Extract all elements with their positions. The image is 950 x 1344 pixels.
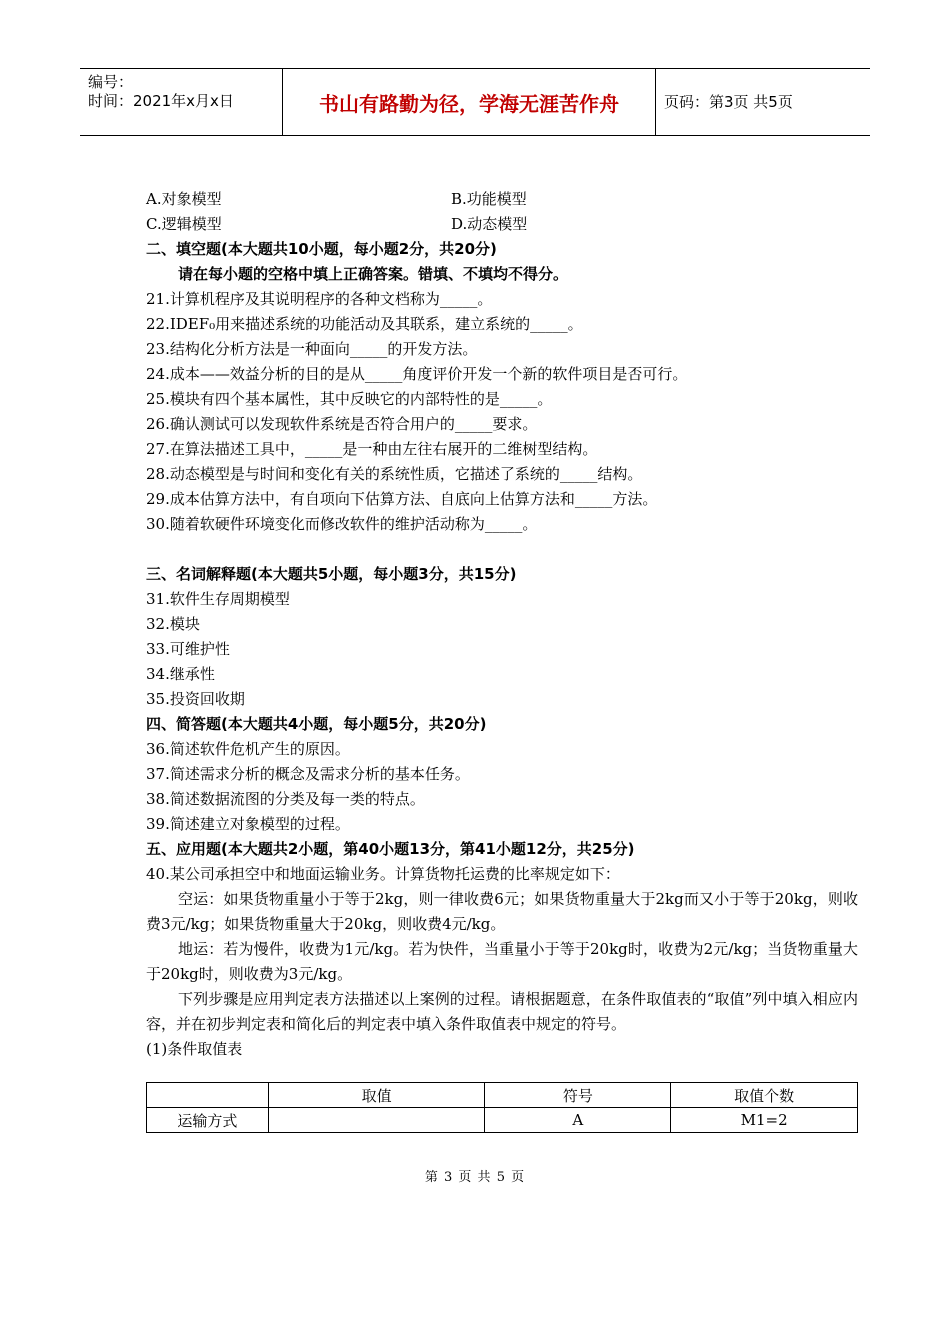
question-39: 39.简述建立对象模型的过程。 xyxy=(146,815,350,833)
section2-title: 二、填空题(本大题共10小题，每小题2分，共20分) xyxy=(146,240,497,258)
question-35: 35.投资回收期 xyxy=(146,690,245,708)
section4-title: 四、简答题(本大题共4小题，每小题5分，共20分) xyxy=(146,715,487,733)
question-27: 27.在算法描述工具中，_____是一种由左往右展开的二维树型结构。 xyxy=(146,440,598,458)
option-row-1 xyxy=(146,187,858,212)
question-25: 25.模块有四个基本属性，其中反映它的内部特性的是_____。 xyxy=(146,390,553,408)
question-29: 29.成本估算方法中，有自项向下估算方法、自底向上估算方法和_____方法。 xyxy=(146,490,658,508)
option-d: D.动态模型 xyxy=(451,215,528,233)
task-description: 下列步骤是应用判定表方法描述以上案例的过程。请根据题意，在条件取值表的“取值”列中填入相应内容，并在初步判定表和简化后的判定表中填入条件取值表中规定的符号。 xyxy=(146,990,858,1033)
question-22: 22.IDEF₀用来描述系统的功能活动及其联系，建立系统的_____。 xyxy=(146,315,583,333)
motto: 书山有路勤为径，学海无涯苦作舟 xyxy=(319,91,619,116)
table-cell: 运输方式 xyxy=(147,1108,269,1133)
question-23: 23.结构化分析方法是一种面向_____的开发方法。 xyxy=(146,340,478,358)
table-cell xyxy=(268,1108,485,1133)
question-31: 31.软件生存周期模型 xyxy=(146,590,290,608)
section3-title: 三、名词解释题(本大题共5小题，每小题3分，共15分) xyxy=(146,565,517,583)
header-page-cell xyxy=(656,69,870,135)
table-title: (1)条件取值表 xyxy=(146,1040,243,1058)
page-header xyxy=(80,68,870,136)
spacer xyxy=(146,537,858,562)
table-cell: A xyxy=(485,1108,671,1133)
section2-instruction: 请在每小题的空格中填上正确答案。错填、不填均不得分。 xyxy=(178,265,569,283)
table-cell: M1=2 xyxy=(671,1108,858,1133)
question-26: 26.确认测试可以发现软件系统是否符合用户的_____要求。 xyxy=(146,415,538,433)
section5-title: 五、应用题(本大题共2小题，第40小题13分，第41小题12分，共25分) xyxy=(146,840,635,858)
table-row xyxy=(147,1108,858,1133)
header-meta-cell xyxy=(80,69,283,135)
option-a: A.对象模型 xyxy=(146,190,222,208)
air-freight-rule: 空运：如果货物重量小于等于2kg，则一律收费6元；如果货物重量大于2kg而又小于等于20kg，则收费3元/kg；如果货物重量大于20kg，则收费4元/kg。 xyxy=(146,890,858,933)
table-header-cell: 符号 xyxy=(485,1083,671,1108)
question-21: 21.计算机程序及其说明程序的各种文档称为_____。 xyxy=(146,290,493,308)
question-38: 38.简述数据流图的分类及每一类的特点。 xyxy=(146,790,425,808)
number-label: 编号： xyxy=(88,73,134,91)
question-36: 36.简述软件危机产生的原因。 xyxy=(146,740,350,758)
question-32: 32.模块 xyxy=(146,615,200,633)
document-body xyxy=(146,187,858,1062)
question-37: 37.简述需求分析的概念及需求分析的基本任务。 xyxy=(146,765,470,783)
table-header-cell xyxy=(147,1083,269,1108)
option-b: B.功能模型 xyxy=(451,190,527,208)
table-header-cell: 取值 xyxy=(268,1083,485,1108)
ground-freight-rule: 地运：若为慢件，收费为1元/kg。若为快件，当重量小于等于20kg时，收费为2元/kg；当货物重量大于20kg时，则收费为3元/kg。 xyxy=(146,940,858,983)
table-header-cell: 取值个数 xyxy=(671,1083,858,1108)
question-30: 30.随着软硬件环境变化而修改软件的维护活动称为_____。 xyxy=(146,515,538,533)
question-34: 34.继承性 xyxy=(146,665,215,683)
page-info: 页码：第3页 共5页 xyxy=(664,93,793,111)
question-28: 28.动态模型是与时间和变化有关的系统性质，它描述了系统的_____结构。 xyxy=(146,465,643,483)
option-c: C.逻辑模型 xyxy=(146,215,222,233)
question-33: 33.可维护性 xyxy=(146,640,230,658)
condition-value-table xyxy=(146,1082,858,1133)
header-motto-cell xyxy=(283,69,656,135)
question-24: 24.成本——效益分析的目的是从_____角度评价开发一个新的软件项目是否可行。 xyxy=(146,365,688,383)
option-row-2 xyxy=(146,212,858,237)
page-footer: 第 3 页 共 5 页 xyxy=(424,1170,526,1185)
question-40-intro: 40.某公司承担空中和地面运输业务。计算货物托运费的比率规定如下： xyxy=(146,865,620,883)
table-header-row xyxy=(147,1083,858,1108)
time-label: 时间：2021年x月x日 xyxy=(88,92,234,110)
